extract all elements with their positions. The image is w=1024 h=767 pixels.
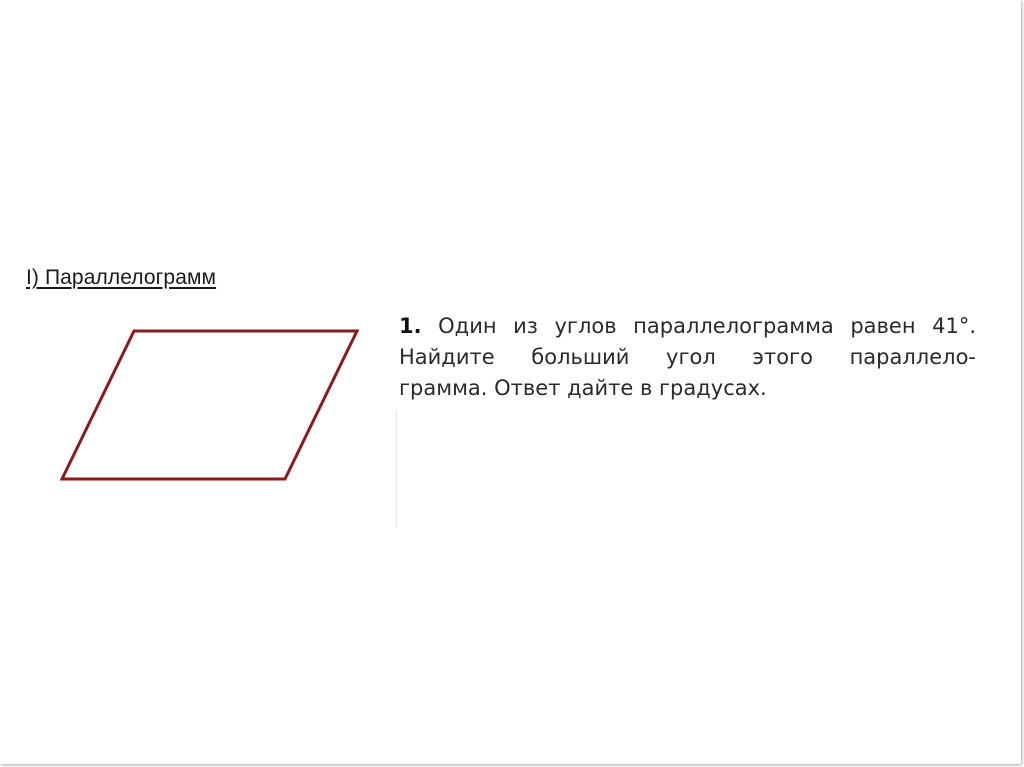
problem-line-3: грамма. Ответ дайте в градусах. bbox=[399, 376, 767, 400]
section-title: I) Параллелограмм bbox=[26, 266, 217, 289]
problem-number: 1. bbox=[399, 314, 422, 338]
problem-line-1-text: Один из углов параллелограмма равен 41°. bbox=[438, 314, 976, 338]
parallelogram-icon bbox=[55, 325, 365, 485]
parallelogram-shape bbox=[62, 331, 357, 479]
problem-text bbox=[399, 311, 976, 404]
problem-line-1 bbox=[399, 311, 976, 342]
blank-area-edge bbox=[396, 410, 397, 528]
blank-answer-area bbox=[396, 410, 1009, 528]
problem-line-2: Найдите больший угол этого параллело- bbox=[399, 345, 976, 369]
